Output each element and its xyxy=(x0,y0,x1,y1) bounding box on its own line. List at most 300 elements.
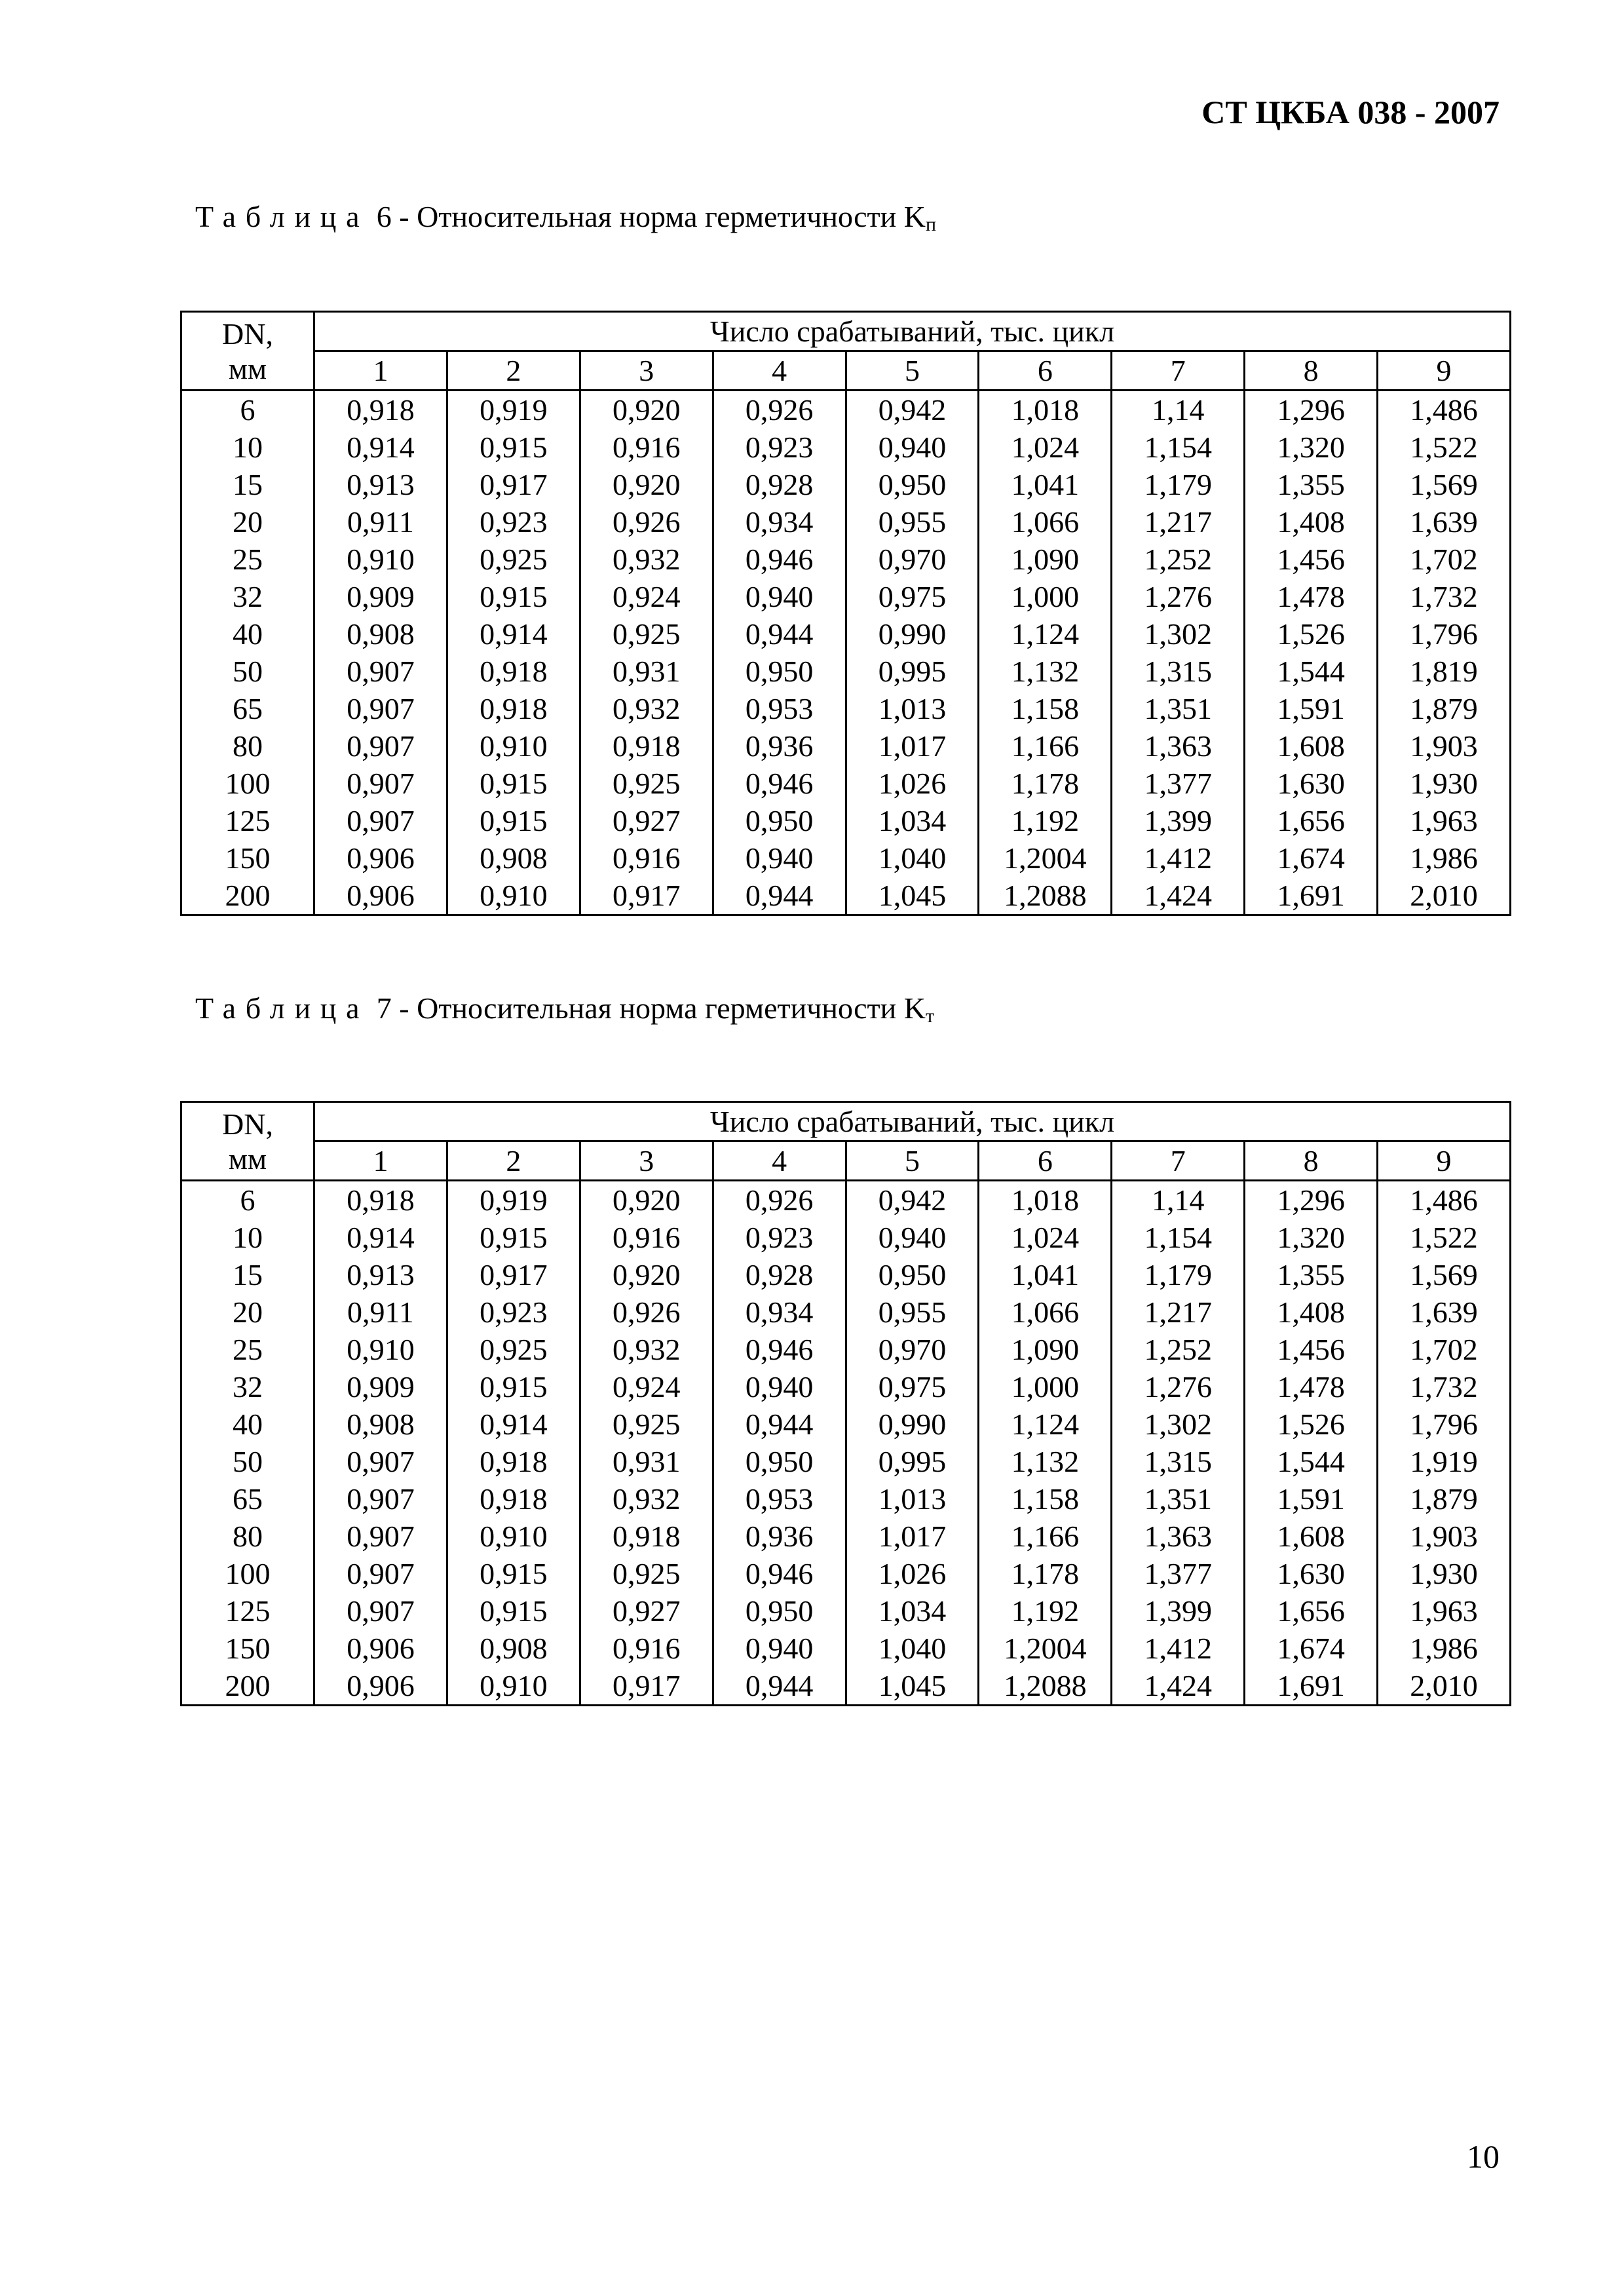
norm-value-cell: 1,674 xyxy=(1245,1630,1378,1667)
norm-value-cell: 0,946 xyxy=(713,765,846,802)
norm-value-cell: 0,916 xyxy=(580,1219,713,1256)
cycle-number: 2 xyxy=(447,1141,580,1181)
cycle-number: 8 xyxy=(1245,351,1378,391)
norm-value-cell: 1,478 xyxy=(1245,1368,1378,1406)
norm-value-cell: 0,907 xyxy=(314,1555,447,1592)
norm-value-cell: 1,066 xyxy=(979,503,1112,541)
norm-value-cell: 0,927 xyxy=(580,802,713,839)
norm-value-cell: 0,946 xyxy=(713,1555,846,1592)
norm-value-cell: 1,819 xyxy=(1378,653,1511,690)
norm-value-cell: 0,914 xyxy=(314,429,447,466)
cycle-number: 9 xyxy=(1378,1141,1511,1181)
table-row xyxy=(181,578,1511,615)
norm-value-cell: 0,917 xyxy=(447,1256,580,1293)
norm-value-cell: 1,178 xyxy=(979,1555,1112,1592)
norm-value-cell: 1,14 xyxy=(1112,1181,1245,1219)
norm-value-cell: 0,914 xyxy=(447,1406,580,1443)
norm-value-cell: 1,166 xyxy=(979,1518,1112,1555)
table-row xyxy=(181,541,1511,578)
norm-value-cell: 0,917 xyxy=(580,877,713,915)
norm-value-cell: 1,399 xyxy=(1112,802,1245,839)
norm-value-cell: 1,363 xyxy=(1112,1518,1245,1555)
norm-value-cell: 0,953 xyxy=(713,1480,846,1518)
norm-value-cell: 1,674 xyxy=(1245,839,1378,877)
norm-value-cell: 0,950 xyxy=(846,466,979,503)
norm-value-cell: 1,639 xyxy=(1378,1293,1511,1331)
norm-value-cell: 1,090 xyxy=(979,1331,1112,1368)
norm-value-cell: 0,944 xyxy=(713,1406,846,1443)
norm-value-cell: 1,276 xyxy=(1112,578,1245,615)
dn-cell: 40 xyxy=(181,615,314,653)
dn-cell: 100 xyxy=(181,765,314,802)
dn-unit-header: мм xyxy=(181,351,314,391)
table-row xyxy=(181,1293,1511,1331)
norm-value-cell: 0,913 xyxy=(314,1256,447,1293)
norm-value-cell: 0,907 xyxy=(314,653,447,690)
cycle-number: 6 xyxy=(979,351,1112,391)
norm-value-cell: 0,920 xyxy=(580,466,713,503)
cycle-number: 1 xyxy=(314,351,447,391)
norm-value-cell: 0,932 xyxy=(580,1331,713,1368)
norm-value-cell: 0,909 xyxy=(314,1368,447,1406)
norm-value-cell: 1,2004 xyxy=(979,1630,1112,1667)
norm-value-cell: 1,124 xyxy=(979,615,1112,653)
dn-cell: 25 xyxy=(181,541,314,578)
table-row xyxy=(181,1406,1511,1443)
norm-value-cell: 0,990 xyxy=(846,615,979,653)
dn-cell: 20 xyxy=(181,1293,314,1331)
norm-value-cell: 0,906 xyxy=(314,877,447,915)
norm-value-cell: 0,915 xyxy=(447,1592,580,1630)
norm-value-cell: 1,544 xyxy=(1245,653,1378,690)
norm-value-cell: 0,909 xyxy=(314,578,447,615)
dn-cell: 25 xyxy=(181,1331,314,1368)
norm-value-cell: 1,2088 xyxy=(979,877,1112,915)
norm-value-cell: 1,179 xyxy=(1112,466,1245,503)
norm-value-cell: 0,942 xyxy=(846,391,979,429)
cycle-number: 1 xyxy=(314,1141,447,1181)
dn-cell: 6 xyxy=(181,1181,314,1219)
norm-value-cell: 1,702 xyxy=(1378,1331,1511,1368)
dn-cell: 65 xyxy=(181,1480,314,1518)
table-row xyxy=(181,877,1511,915)
norm-value-cell: 1,041 xyxy=(979,466,1112,503)
norm-value-cell: 2,010 xyxy=(1378,1667,1511,1706)
norm-value-cell: 1,879 xyxy=(1378,690,1511,727)
norm-value-cell: 1,14 xyxy=(1112,391,1245,429)
cycles-header: Число срабатываний, тыс. цикл xyxy=(314,312,1511,351)
norm-value-cell: 1,2004 xyxy=(979,839,1112,877)
norm-value-cell: 1,132 xyxy=(979,653,1112,690)
norm-value-cell: 0,950 xyxy=(713,1592,846,1630)
norm-value-cell: 0,925 xyxy=(447,541,580,578)
norm-value-cell: 0,908 xyxy=(447,839,580,877)
table-row xyxy=(181,727,1511,765)
norm-value-cell: 0,926 xyxy=(713,391,846,429)
norm-value-cell: 0,936 xyxy=(713,727,846,765)
norm-value-cell: 0,907 xyxy=(314,1480,447,1518)
norm-value-cell: 0,953 xyxy=(713,690,846,727)
norm-value-cell: 0,946 xyxy=(713,1331,846,1368)
norm-value-cell: 1,630 xyxy=(1245,765,1378,802)
norm-value-cell: 1,320 xyxy=(1245,429,1378,466)
norm-value-cell: 1,608 xyxy=(1245,1518,1378,1555)
dn-cell: 15 xyxy=(181,466,314,503)
norm-value-cell: 0,908 xyxy=(314,1406,447,1443)
norm-value-cell: 0,911 xyxy=(314,1293,447,1331)
norm-value-cell: 0,970 xyxy=(846,1331,979,1368)
norm-value-cell: 1,456 xyxy=(1245,1331,1378,1368)
table-word: Таблица xyxy=(195,991,369,1025)
cycle-number: 4 xyxy=(713,1141,846,1181)
table-title: 7 - Относительная норма герметичности K xyxy=(376,991,926,1025)
norm-value-cell: 0,925 xyxy=(447,1331,580,1368)
norm-value-cell: 0,990 xyxy=(846,1406,979,1443)
norm-value-cell: 0,907 xyxy=(314,1443,447,1480)
norm-value-cell: 1,656 xyxy=(1245,802,1378,839)
norm-value-cell: 0,950 xyxy=(713,653,846,690)
norm-value-cell: 1,034 xyxy=(846,1592,979,1630)
norm-value-cell: 1,486 xyxy=(1378,391,1511,429)
norm-value-cell: 1,903 xyxy=(1378,1518,1511,1555)
norm-value-cell: 0,910 xyxy=(447,1667,580,1706)
dn-cell: 200 xyxy=(181,877,314,915)
norm-value-cell: 1,986 xyxy=(1378,839,1511,877)
norm-value-cell: 0,910 xyxy=(447,1518,580,1555)
norm-value-cell: 0,934 xyxy=(713,503,846,541)
norm-value-cell: 1,351 xyxy=(1112,690,1245,727)
table-row xyxy=(181,391,1511,429)
norm-value-cell: 0,919 xyxy=(447,1181,580,1219)
norm-value-cell: 0,908 xyxy=(314,615,447,653)
norm-value-cell: 0,907 xyxy=(314,1518,447,1555)
norm-value-cell: 0,926 xyxy=(580,503,713,541)
norm-value-cell: 0,924 xyxy=(580,1368,713,1406)
norm-value-cell: 1,630 xyxy=(1245,1555,1378,1592)
norm-value-cell: 1,315 xyxy=(1112,653,1245,690)
norm-value-cell: 1,026 xyxy=(846,765,979,802)
norm-value-cell: 0,995 xyxy=(846,653,979,690)
norm-value-cell: 0,928 xyxy=(713,466,846,503)
norm-value-cell: 0,914 xyxy=(447,615,580,653)
norm-value-cell: 0,944 xyxy=(713,877,846,915)
dn-cell: 150 xyxy=(181,839,314,877)
norm-value-cell: 1,526 xyxy=(1245,615,1378,653)
norm-value-cell: 0,916 xyxy=(580,429,713,466)
norm-value-cell: 1,639 xyxy=(1378,503,1511,541)
norm-value-cell: 1,408 xyxy=(1245,503,1378,541)
dn-cell: 125 xyxy=(181,802,314,839)
norm-value-cell: 0,920 xyxy=(580,1181,713,1219)
norm-value-cell: 1,179 xyxy=(1112,1256,1245,1293)
norm-value-cell: 0,923 xyxy=(447,1293,580,1331)
norm-value-cell: 1,296 xyxy=(1245,391,1378,429)
header-row xyxy=(181,1102,1511,1141)
dn-cell: 15 xyxy=(181,1256,314,1293)
norm-value-cell: 1,879 xyxy=(1378,1480,1511,1518)
norm-value-cell: 0,917 xyxy=(580,1667,713,1706)
norm-value-cell: 0,918 xyxy=(447,653,580,690)
norm-value-cell: 0,940 xyxy=(713,578,846,615)
norm-value-cell: 0,923 xyxy=(447,503,580,541)
table-word: Таблица xyxy=(195,200,369,233)
norm-value-cell: 0,918 xyxy=(314,1181,447,1219)
table-row xyxy=(181,503,1511,541)
norm-value-cell: 1,732 xyxy=(1378,1368,1511,1406)
norm-value-cell: 0,915 xyxy=(447,1219,580,1256)
norm-value-cell: 1,066 xyxy=(979,1293,1112,1331)
table-row xyxy=(181,1219,1511,1256)
norm-value-cell: 1,930 xyxy=(1378,765,1511,802)
norm-value-cell: 0,914 xyxy=(314,1219,447,1256)
norm-value-cell: 1,544 xyxy=(1245,1443,1378,1480)
norm-value-cell: 1,024 xyxy=(979,1219,1112,1256)
norm-value-cell: 0,906 xyxy=(314,1630,447,1667)
norm-value-cell: 0,918 xyxy=(447,690,580,727)
norm-value-cell: 0,925 xyxy=(580,765,713,802)
table-row xyxy=(181,690,1511,727)
norm-value-cell: 0,907 xyxy=(314,802,447,839)
norm-value-cell: 0,950 xyxy=(713,802,846,839)
norm-value-cell: 1,315 xyxy=(1112,1443,1245,1480)
norm-value-cell: 1,320 xyxy=(1245,1219,1378,1256)
dn-cell: 50 xyxy=(181,1443,314,1480)
norm-value-cell: 0,918 xyxy=(314,391,447,429)
dn-cell: 100 xyxy=(181,1555,314,1592)
k-subscript: т xyxy=(925,1005,935,1027)
norm-value-cell: 1,252 xyxy=(1112,541,1245,578)
norm-value-cell: 0,940 xyxy=(713,1630,846,1667)
table-6 xyxy=(180,311,1511,916)
table-row xyxy=(181,1667,1511,1706)
cycle-number: 9 xyxy=(1378,351,1511,391)
norm-value-cell: 0,910 xyxy=(314,541,447,578)
norm-value-cell: 1,017 xyxy=(846,1518,979,1555)
norm-value-cell: 1,486 xyxy=(1378,1181,1511,1219)
norm-value-cell: 1,478 xyxy=(1245,578,1378,615)
norm-value-cell: 1,045 xyxy=(846,877,979,915)
cycle-number: 3 xyxy=(580,1141,713,1181)
norm-value-cell: 0,924 xyxy=(580,578,713,615)
norm-value-cell: 1,041 xyxy=(979,1256,1112,1293)
table-6-body xyxy=(181,391,1511,915)
page-number: 10 xyxy=(1467,2138,1500,2175)
norm-value-cell: 0,925 xyxy=(580,1406,713,1443)
norm-value-cell: 1,252 xyxy=(1112,1331,1245,1368)
norm-value-cell: 0,931 xyxy=(580,1443,713,1480)
table-7-body xyxy=(181,1181,1511,1706)
norm-value-cell: 0,911 xyxy=(314,503,447,541)
cycle-number: 4 xyxy=(713,351,846,391)
norm-value-cell: 1,526 xyxy=(1245,1406,1378,1443)
dn-cell: 6 xyxy=(181,391,314,429)
norm-value-cell: 0,918 xyxy=(447,1443,580,1480)
norm-value-cell: 1,351 xyxy=(1112,1480,1245,1518)
norm-value-cell: 0,923 xyxy=(713,429,846,466)
dn-cell: 80 xyxy=(181,1518,314,1555)
norm-value-cell: 0,940 xyxy=(713,839,846,877)
norm-value-cell: 1,040 xyxy=(846,1630,979,1667)
table-row xyxy=(181,615,1511,653)
norm-value-cell: 0,907 xyxy=(314,765,447,802)
table-7 xyxy=(180,1101,1511,1706)
table-row xyxy=(181,429,1511,466)
norm-value-cell: 0,944 xyxy=(713,615,846,653)
norm-value-cell: 1,178 xyxy=(979,765,1112,802)
norm-value-cell: 0,940 xyxy=(846,429,979,466)
norm-value-cell: 1,522 xyxy=(1378,429,1511,466)
norm-value-cell: 1,355 xyxy=(1245,466,1378,503)
norm-value-cell: 0,975 xyxy=(846,1368,979,1406)
norm-value-cell: 1,000 xyxy=(979,578,1112,615)
table-row xyxy=(181,1443,1511,1480)
norm-value-cell: 1,424 xyxy=(1112,1667,1245,1706)
norm-value-cell: 1,045 xyxy=(846,1667,979,1706)
norm-value-cell: 1,034 xyxy=(846,802,979,839)
norm-value-cell: 0,995 xyxy=(846,1443,979,1480)
norm-value-cell: 1,591 xyxy=(1245,1480,1378,1518)
dn-cell: 80 xyxy=(181,727,314,765)
norm-value-cell: 1,2088 xyxy=(979,1667,1112,1706)
norm-value-cell: 1,090 xyxy=(979,541,1112,578)
norm-value-cell: 0,915 xyxy=(447,429,580,466)
norm-value-cell: 0,940 xyxy=(846,1219,979,1256)
norm-value-cell: 1,355 xyxy=(1245,1256,1378,1293)
cycle-number: 6 xyxy=(979,1141,1112,1181)
norm-value-cell: 0,918 xyxy=(580,727,713,765)
norm-value-cell: 1,691 xyxy=(1245,877,1378,915)
table-row xyxy=(181,1480,1511,1518)
dn-cell: 10 xyxy=(181,1219,314,1256)
norm-value-cell: 0,913 xyxy=(314,466,447,503)
norm-value-cell: 1,919 xyxy=(1378,1443,1511,1480)
dn-cell: 32 xyxy=(181,578,314,615)
norm-value-cell: 0,936 xyxy=(713,1518,846,1555)
table-row xyxy=(181,466,1511,503)
document-code: СТ ЦКБА 038 - 2007 xyxy=(1201,94,1500,130)
norm-value-cell: 0,916 xyxy=(580,1630,713,1667)
norm-value-cell: 0,925 xyxy=(580,615,713,653)
norm-value-cell: 1,656 xyxy=(1245,1592,1378,1630)
norm-value-cell: 1,296 xyxy=(1245,1181,1378,1219)
norm-value-cell: 1,732 xyxy=(1378,578,1511,615)
cycle-number: 2 xyxy=(447,351,580,391)
dn-cell: 40 xyxy=(181,1406,314,1443)
norm-value-cell: 1,154 xyxy=(1112,1219,1245,1256)
norm-value-cell: 1,013 xyxy=(846,690,979,727)
norm-value-cell: 0,907 xyxy=(314,690,447,727)
norm-value-cell: 1,377 xyxy=(1112,1555,1245,1592)
cycles-header: Число срабатываний, тыс. цикл xyxy=(314,1102,1511,1141)
norm-value-cell: 2,010 xyxy=(1378,877,1511,915)
norm-value-cell: 1,412 xyxy=(1112,839,1245,877)
table-row xyxy=(181,1592,1511,1630)
table-row xyxy=(181,1368,1511,1406)
norm-value-cell: 1,412 xyxy=(1112,1630,1245,1667)
cycle-number: 7 xyxy=(1112,1141,1245,1181)
norm-value-cell: 0,926 xyxy=(713,1181,846,1219)
norm-value-cell: 1,026 xyxy=(846,1555,979,1592)
norm-value-cell: 1,132 xyxy=(979,1443,1112,1480)
norm-value-cell: 1,192 xyxy=(979,802,1112,839)
table-title: 6 - Относительная норма герметичности K xyxy=(376,200,926,233)
norm-value-cell: 1,377 xyxy=(1112,765,1245,802)
norm-value-cell: 1,124 xyxy=(979,1406,1112,1443)
norm-value-cell: 0,970 xyxy=(846,541,979,578)
table-row xyxy=(181,1555,1511,1592)
norm-value-cell: 0,915 xyxy=(447,802,580,839)
header-row xyxy=(181,312,1511,351)
norm-value-cell: 0,915 xyxy=(447,1368,580,1406)
norm-value-cell: 0,908 xyxy=(447,1630,580,1667)
norm-value-cell: 0,926 xyxy=(580,1293,713,1331)
dn-cell: 200 xyxy=(181,1667,314,1706)
norm-value-cell: 1,302 xyxy=(1112,615,1245,653)
norm-value-cell: 1,522 xyxy=(1378,1219,1511,1256)
table-row xyxy=(181,839,1511,877)
dn-cell: 10 xyxy=(181,429,314,466)
norm-value-cell: 1,408 xyxy=(1245,1293,1378,1331)
norm-value-cell: 1,000 xyxy=(979,1368,1112,1406)
norm-value-cell: 1,276 xyxy=(1112,1368,1245,1406)
norm-value-cell: 0,950 xyxy=(713,1443,846,1480)
norm-value-cell: 0,915 xyxy=(447,578,580,615)
norm-value-cell: 0,932 xyxy=(580,690,713,727)
norm-value-cell: 0,919 xyxy=(447,391,580,429)
norm-value-cell: 0,946 xyxy=(713,541,846,578)
table-row xyxy=(181,653,1511,690)
norm-value-cell: 0,906 xyxy=(314,1667,447,1706)
norm-value-cell: 0,927 xyxy=(580,1592,713,1630)
norm-value-cell: 0,915 xyxy=(447,1555,580,1592)
norm-value-cell: 1,166 xyxy=(979,727,1112,765)
norm-value-cell: 0,916 xyxy=(580,839,713,877)
norm-value-cell: 1,930 xyxy=(1378,1555,1511,1592)
cycle-number: 5 xyxy=(846,351,979,391)
norm-value-cell: 1,017 xyxy=(846,727,979,765)
norm-value-cell: 0,910 xyxy=(447,727,580,765)
norm-value-cell: 0,915 xyxy=(447,765,580,802)
norm-value-cell: 1,302 xyxy=(1112,1406,1245,1443)
cycle-number: 8 xyxy=(1245,1141,1378,1181)
norm-value-cell: 1,702 xyxy=(1378,541,1511,578)
norm-value-cell: 0,923 xyxy=(713,1219,846,1256)
norm-value-cell: 1,217 xyxy=(1112,503,1245,541)
norm-value-cell: 0,955 xyxy=(846,503,979,541)
norm-value-cell: 0,975 xyxy=(846,578,979,615)
table-6-caption xyxy=(195,199,936,236)
norm-value-cell: 0,907 xyxy=(314,1592,447,1630)
norm-value-cell: 1,217 xyxy=(1112,1293,1245,1331)
norm-value-cell: 1,569 xyxy=(1378,466,1511,503)
norm-value-cell: 1,608 xyxy=(1245,727,1378,765)
dn-cell: 50 xyxy=(181,653,314,690)
norm-value-cell: 0,944 xyxy=(713,1667,846,1706)
norm-value-cell: 0,932 xyxy=(580,1480,713,1518)
table-row xyxy=(181,1256,1511,1293)
norm-value-cell: 0,917 xyxy=(447,466,580,503)
norm-value-cell: 0,955 xyxy=(846,1293,979,1331)
norm-value-cell: 1,796 xyxy=(1378,1406,1511,1443)
norm-value-cell: 1,158 xyxy=(979,1480,1112,1518)
norm-value-cell: 1,399 xyxy=(1112,1592,1245,1630)
norm-value-cell: 0,932 xyxy=(580,541,713,578)
norm-value-cell: 1,154 xyxy=(1112,429,1245,466)
norm-value-cell: 1,363 xyxy=(1112,727,1245,765)
dn-header: DN, xyxy=(181,312,314,351)
cycle-number: 7 xyxy=(1112,351,1245,391)
norm-value-cell: 0,910 xyxy=(314,1331,447,1368)
